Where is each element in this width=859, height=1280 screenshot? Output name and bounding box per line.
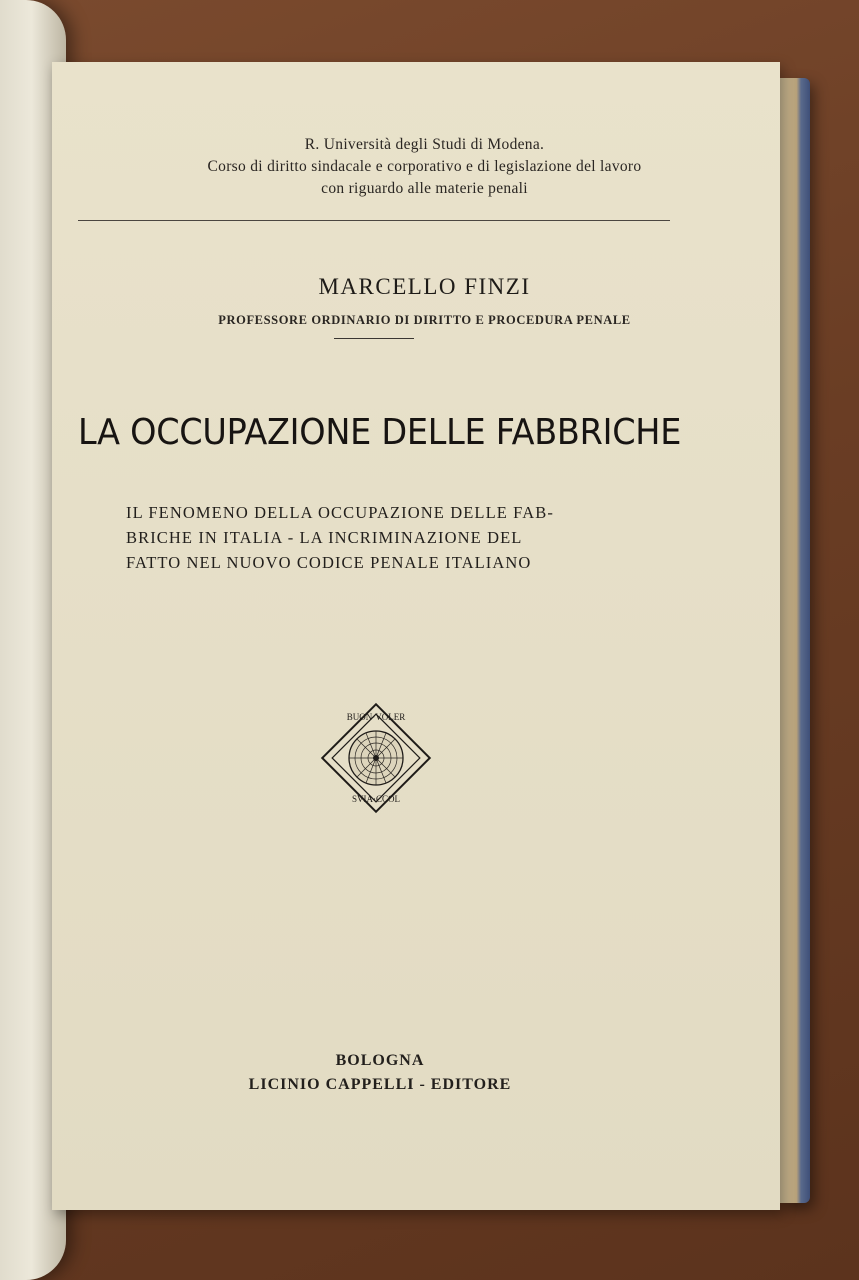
header-divider: [78, 220, 670, 221]
title-page: [52, 62, 780, 1210]
book-cover-edge: [780, 78, 810, 1203]
subtitle-line-1: IL FENOMENO DELLA OCCUPAZIONE DELLE FAB-: [126, 503, 554, 522]
book-subtitle: [126, 500, 626, 575]
publisher-emblem-svg: [320, 702, 432, 814]
author-role: PROFESSORE ORDINARIO DI DIRITTO E PROCEDURA PENALE: [218, 313, 631, 327]
svg-text:SVIA·CCOL: SVIA·CCOL: [351, 794, 401, 804]
header-line-2: Corso di diritto sindacale e corporativo e di legislazione del lavoro: [207, 158, 642, 175]
university-header: [52, 134, 797, 200]
author-divider: [334, 338, 414, 339]
subtitle-line-2: BRICHE IN ITALIA - LA INCRIMINAZIONE DEL: [126, 528, 523, 547]
emblem-text: BUON·VOLER: [346, 712, 406, 722]
header-line-1: R. Università degli Studi di Modena.: [304, 136, 545, 153]
imprint-publisher: LICINIO CAPPELLI - EDITORE: [248, 1076, 512, 1093]
imprint-city: BOLOGNA: [335, 1052, 425, 1069]
subtitle-line-3: FATTO NEL NUOVO CODICE PENALE ITALIANO: [126, 553, 532, 572]
author-name: MARCELLO FINZI: [318, 274, 531, 299]
publisher-emblem-icon: [320, 702, 432, 814]
header-line-3: con riguardo alle materie penali: [321, 180, 528, 197]
book-title: LA OCCUPAZIONE DELLE FABBRICHE: [78, 412, 682, 453]
